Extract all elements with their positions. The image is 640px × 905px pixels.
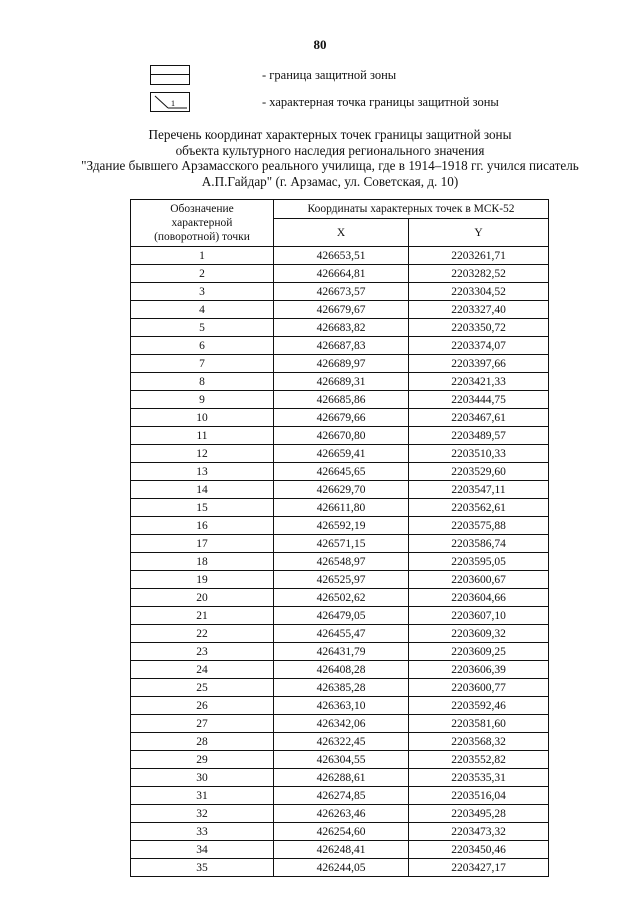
cell-y: 2203421,33 [409, 373, 549, 391]
cell-x: 426548,97 [274, 553, 409, 571]
cell-point-number: 23 [131, 643, 274, 661]
cell-x: 426664,81 [274, 265, 409, 283]
table-row [131, 769, 549, 787]
cell-point-number: 13 [131, 463, 274, 481]
cell-point-number: 19 [131, 571, 274, 589]
cell-x: 426611,80 [274, 499, 409, 517]
cell-point-number: 7 [131, 355, 274, 373]
coordinates-table [130, 199, 549, 877]
cell-y: 2203552,82 [409, 751, 549, 769]
cell-x: 426689,31 [274, 373, 409, 391]
cell-point-number: 14 [131, 481, 274, 499]
cell-point-number: 8 [131, 373, 274, 391]
cell-y: 2203327,40 [409, 301, 549, 319]
cell-x: 426592,19 [274, 517, 409, 535]
table-row [131, 733, 549, 751]
cell-point-number: 1 [131, 247, 274, 265]
table-row [131, 427, 549, 445]
cell-point-number: 18 [131, 553, 274, 571]
table-row [131, 301, 549, 319]
cell-y: 2203467,61 [409, 409, 549, 427]
table-row [131, 337, 549, 355]
table-row [131, 391, 549, 409]
table-row [131, 283, 549, 301]
boundary-line-icon [150, 65, 190, 85]
cell-point-number: 6 [131, 337, 274, 355]
table-row [131, 823, 549, 841]
cell-x: 426673,57 [274, 283, 409, 301]
cell-x: 426683,82 [274, 319, 409, 337]
table-row [131, 715, 549, 733]
characteristic-point-icon [150, 92, 190, 112]
cell-x: 426659,41 [274, 445, 409, 463]
cell-point-number: 3 [131, 283, 274, 301]
cell-x: 426288,61 [274, 769, 409, 787]
cell-point-number: 28 [131, 733, 274, 751]
cell-y: 2203529,60 [409, 463, 549, 481]
header-point-line: (поворотной) точки [154, 231, 250, 243]
cell-point-number: 20 [131, 589, 274, 607]
cell-point-number: 2 [131, 265, 274, 283]
table-row [131, 751, 549, 769]
cell-x: 426687,83 [274, 337, 409, 355]
cell-y: 2203489,57 [409, 427, 549, 445]
header-y: Y [409, 219, 549, 247]
cell-x: 426670,80 [274, 427, 409, 445]
cell-y: 2203595,05 [409, 553, 549, 571]
cell-point-number: 34 [131, 841, 274, 859]
table-row [131, 625, 549, 643]
cell-y: 2203604,66 [409, 589, 549, 607]
legend-boundary-text: - граница защитной зоны [262, 68, 397, 82]
table-row [131, 499, 549, 517]
cell-y: 2203444,75 [409, 391, 549, 409]
cell-y: 2203547,11 [409, 481, 549, 499]
cell-y: 2203609,32 [409, 625, 549, 643]
cell-y: 2203562,61 [409, 499, 549, 517]
cell-y: 2203450,46 [409, 841, 549, 859]
table-row [131, 463, 549, 481]
table-row [131, 553, 549, 571]
cell-x: 426244,05 [274, 859, 409, 877]
table-row [131, 661, 549, 679]
cell-x: 426254,60 [274, 823, 409, 841]
cell-y: 2203535,31 [409, 769, 549, 787]
cell-x: 426689,97 [274, 355, 409, 373]
cell-x: 426322,45 [274, 733, 409, 751]
table-row [131, 607, 549, 625]
cell-x: 426408,28 [274, 661, 409, 679]
table-row [131, 787, 549, 805]
cell-y: 2203495,28 [409, 805, 549, 823]
table-row [131, 445, 549, 463]
cell-x: 426502,62 [274, 589, 409, 607]
cell-point-number: 12 [131, 445, 274, 463]
table-row [131, 643, 549, 661]
svg-text:1: 1 [171, 99, 175, 108]
cell-point-number: 26 [131, 697, 274, 715]
cell-y: 2203397,66 [409, 355, 549, 373]
page-number: 80 [313, 37, 327, 52]
cell-y: 2203510,33 [409, 445, 549, 463]
cell-point-number: 17 [131, 535, 274, 553]
cell-x: 426525,97 [274, 571, 409, 589]
cell-point-number: 33 [131, 823, 274, 841]
table-row [131, 589, 549, 607]
cell-x: 426342,06 [274, 715, 409, 733]
cell-x: 426274,85 [274, 787, 409, 805]
cell-x: 426248,41 [274, 841, 409, 859]
table-row [131, 805, 549, 823]
table-row [131, 517, 549, 535]
cell-point-number: 21 [131, 607, 274, 625]
cell-point-number: 5 [131, 319, 274, 337]
cell-point-number: 25 [131, 679, 274, 697]
header-point-line: характерной [171, 217, 233, 229]
table-row [131, 265, 549, 283]
cell-point-number: 32 [131, 805, 274, 823]
cell-y: 2203592,46 [409, 697, 549, 715]
cell-y: 2203575,88 [409, 517, 549, 535]
header-point-designation [131, 200, 274, 247]
cell-point-number: 9 [131, 391, 274, 409]
cell-x: 426571,15 [274, 535, 409, 553]
cell-point-number: 30 [131, 769, 274, 787]
table-row [131, 859, 549, 877]
cell-x: 426363,10 [274, 697, 409, 715]
cell-x: 426479,05 [274, 607, 409, 625]
cell-point-number: 16 [131, 517, 274, 535]
header-coordinates-group: Координаты характерных точек в МСК-52 [274, 200, 549, 219]
cell-x: 426685,86 [274, 391, 409, 409]
cell-x: 426653,51 [274, 247, 409, 265]
cell-x: 426679,67 [274, 301, 409, 319]
cell-y: 2203261,71 [409, 247, 549, 265]
table-row [131, 571, 549, 589]
cell-y: 2203427,17 [409, 859, 549, 877]
table-row [131, 373, 549, 391]
cell-point-number: 31 [131, 787, 274, 805]
cell-y: 2203350,72 [409, 319, 549, 337]
cell-point-number: 15 [131, 499, 274, 517]
heading-line: "Здание бывшего Арзамасского реального училища, где в 1914–1918 гг. учился писатель [81, 158, 579, 173]
cell-point-number: 11 [131, 427, 274, 445]
cell-y: 2203607,10 [409, 607, 549, 625]
cell-point-number: 10 [131, 409, 274, 427]
cell-x: 426431,79 [274, 643, 409, 661]
cell-y: 2203586,74 [409, 535, 549, 553]
cell-y: 2203600,77 [409, 679, 549, 697]
table-row [131, 679, 549, 697]
cell-x: 426679,66 [274, 409, 409, 427]
cell-y: 2203304,52 [409, 283, 549, 301]
cell-point-number: 24 [131, 661, 274, 679]
cell-y: 2203374,07 [409, 337, 549, 355]
cell-point-number: 29 [131, 751, 274, 769]
table-row [131, 247, 549, 265]
heading-line: Перечень координат характерных точек границы защитной зоны [148, 127, 512, 142]
cell-point-number: 4 [131, 301, 274, 319]
legend-point-text: - характерная точка границы защитной зоны [262, 95, 499, 109]
table-row [131, 355, 549, 373]
heading-line: А.П.Гайдар" (г. Арзамас, ул. Советская, д. 10) [201, 173, 459, 189]
table-row [131, 535, 549, 553]
table-row [131, 841, 549, 859]
heading-line: объекта культурного наследия регионального значения [175, 142, 485, 158]
cell-y: 2203609,25 [409, 643, 549, 661]
cell-point-number: 35 [131, 859, 274, 877]
cell-x: 426455,47 [274, 625, 409, 643]
cell-y: 2203473,32 [409, 823, 549, 841]
cell-point-number: 22 [131, 625, 274, 643]
table-row [131, 409, 549, 427]
header-x: X [274, 219, 409, 247]
cell-y: 2203606,39 [409, 661, 549, 679]
cell-x: 426629,70 [274, 481, 409, 499]
cell-point-number: 27 [131, 715, 274, 733]
cell-y: 2203282,52 [409, 265, 549, 283]
table-row [131, 481, 549, 499]
document-heading [60, 127, 600, 189]
table-body [131, 247, 549, 877]
cell-y: 2203581,60 [409, 715, 549, 733]
cell-x: 426304,55 [274, 751, 409, 769]
cell-y: 2203516,04 [409, 787, 549, 805]
table-row [131, 697, 549, 715]
cell-x: 426385,28 [274, 679, 409, 697]
cell-x: 426645,65 [274, 463, 409, 481]
cell-x: 426263,46 [274, 805, 409, 823]
cell-y: 2203568,32 [409, 733, 549, 751]
header-point-line: Обозначение [170, 203, 234, 215]
cell-y: 2203600,67 [409, 571, 549, 589]
table-row [131, 319, 549, 337]
